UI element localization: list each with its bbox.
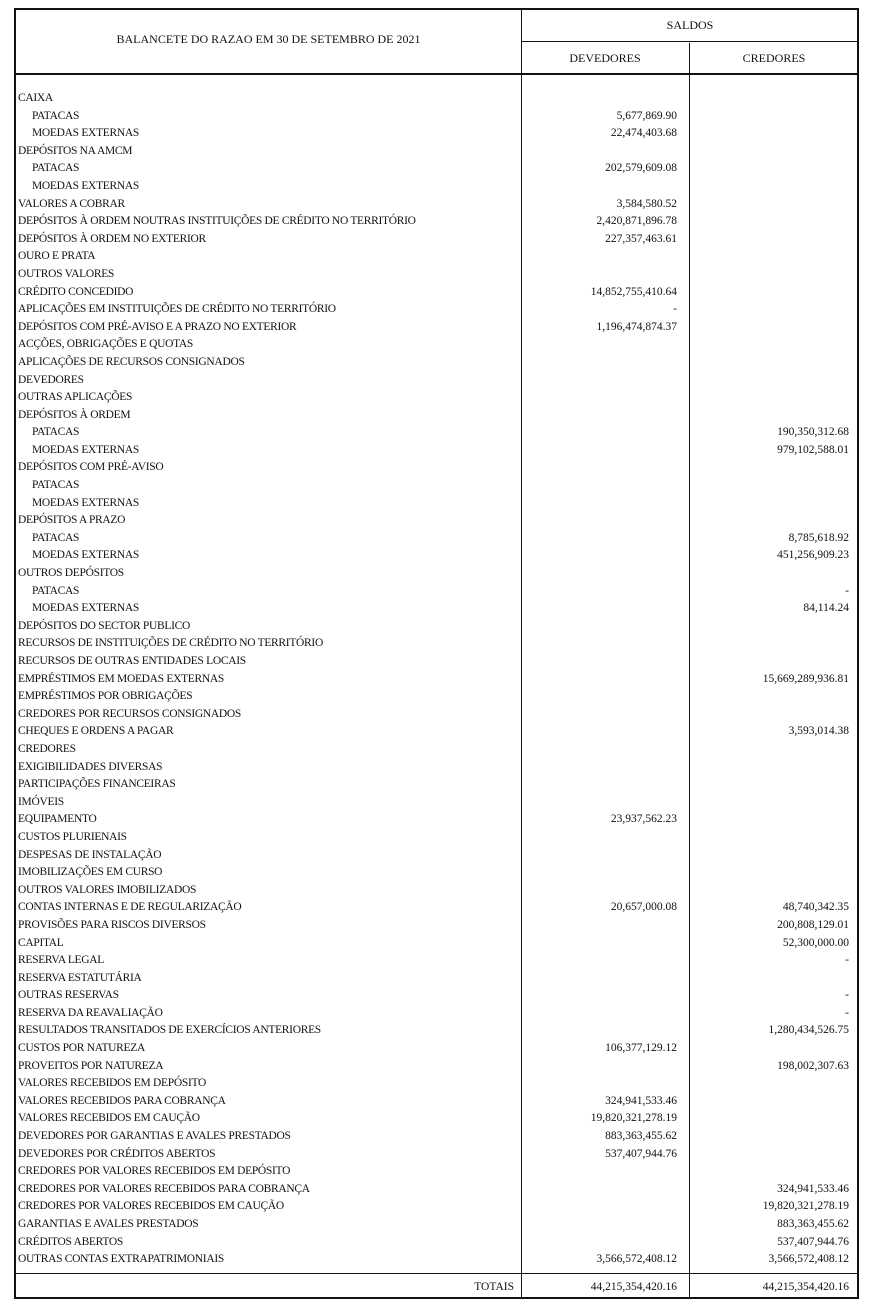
- credores-value: 8,785,618.92: [788, 531, 849, 544]
- credores-value: -: [845, 954, 849, 967]
- devedores-value: 537,407,944.76: [605, 1147, 677, 1160]
- account-label: CREDORES POR RECURSOS CONSIGNADOS: [18, 707, 242, 720]
- account-label: OUTROS VALORES IMOBILIZADOS: [18, 883, 197, 896]
- account-label: PATACAS: [32, 584, 80, 597]
- account-label: CREDORES: [18, 742, 76, 755]
- account-label: OUTROS VALORES: [18, 267, 115, 280]
- table-row: [16, 547, 857, 565]
- table-row: [16, 231, 857, 249]
- devedores-value: -: [673, 303, 677, 316]
- credores-value: 190,350,312.68: [777, 426, 849, 439]
- table-row: [16, 108, 857, 126]
- account-label: PROVISÕES PARA RISCOS DIVERSOS: [18, 918, 206, 931]
- devedores-value: 324,941,533.46: [605, 1094, 677, 1107]
- table-row: [16, 600, 857, 618]
- account-label: OUTRAS CONTAS EXTRAPATRIMONIAIS: [18, 1253, 224, 1266]
- table-row: [16, 1251, 857, 1269]
- account-label: DEPÓSITOS À ORDEM: [18, 408, 131, 421]
- account-label: MOEDAS EXTERNAS: [32, 179, 139, 192]
- account-label: APLICAÇÕES DE RECURSOS CONSIGNADOS: [18, 355, 245, 368]
- table-row: [16, 987, 857, 1005]
- table-row: [16, 847, 857, 865]
- account-label: VALORES RECEBIDOS EM CAUÇÃO: [18, 1112, 200, 1125]
- table-row: [16, 1128, 857, 1146]
- account-label: EQUIPAMENTO: [18, 813, 97, 826]
- credores-value: -: [845, 989, 849, 1002]
- table-row: [16, 495, 857, 513]
- account-label: RECURSOS DE INSTITUIÇÕES DE CRÉDITO NO TERRITÓRIO: [18, 637, 323, 650]
- account-label: OUTRAS RESERVAS: [18, 989, 119, 1002]
- devedores-header: DEVEDORES: [569, 51, 641, 65]
- account-label: CUSTOS PLURIENAIS: [18, 830, 127, 843]
- table-row: [16, 477, 857, 495]
- table-row: [16, 530, 857, 548]
- table-row: [16, 213, 857, 231]
- credores-value: 324,941,533.46: [777, 1182, 849, 1195]
- devedores-value: 227,357,463.61: [605, 232, 677, 245]
- account-label: OUTRAS APLICAÇÕES: [18, 391, 133, 404]
- account-label: RESERVA ESTATUTÁRIA: [18, 971, 142, 984]
- account-label: APLICAÇÕES EM INSTITUIÇÕES DE CRÉDITO NO TERRITÓRIO: [18, 303, 336, 316]
- table-row: [16, 1181, 857, 1199]
- account-label: DEPÓSITOS COM PRÉ-AVISO: [18, 461, 164, 474]
- credores-value: 451,256,909.23: [777, 549, 849, 562]
- table-row: [16, 1022, 857, 1040]
- header-bottom-divider: [16, 73, 857, 75]
- credores-value: -: [845, 584, 849, 597]
- table-row: [16, 512, 857, 530]
- account-label: OURO E PRATA: [18, 250, 96, 263]
- table-row: [16, 741, 857, 759]
- account-label: EMPRÉSTIMOS POR OBRIGAÇÕES: [18, 690, 193, 703]
- totals-devedores: 44,215,354,420.16: [590, 1281, 677, 1293]
- account-label: DEPÓSITOS À ORDEM NOUTRAS INSTITUIÇÕES DE CRÉDITO NO TERRITÓRIO: [18, 215, 416, 228]
- table-row: [16, 653, 857, 671]
- account-label: CAPITAL: [18, 936, 64, 949]
- table-row: [16, 917, 857, 935]
- account-label: PATACAS: [32, 531, 80, 544]
- table-row: [16, 125, 857, 143]
- account-label: CUSTOS POR NATUREZA: [18, 1042, 145, 1055]
- table-row: [16, 336, 857, 354]
- table-row: [16, 459, 857, 477]
- devedores-value: 14,852,755,410.64: [590, 285, 677, 298]
- account-label: VALORES RECEBIDOS PARA COBRANÇA: [18, 1094, 226, 1107]
- account-label: DEPÓSITOS À ORDEM NO EXTERIOR: [18, 232, 206, 245]
- account-label: DEVEDORES POR GARANTIAS E AVALES PRESTADOS: [18, 1130, 291, 1143]
- table-row: [16, 372, 857, 390]
- devedores-value: 1,196,474,874.37: [596, 320, 677, 333]
- table-row: [16, 442, 857, 460]
- table-row: [16, 319, 857, 337]
- credores-value: 3,566,572,408.12: [768, 1253, 849, 1266]
- account-label: OUTROS DEPÓSITOS: [18, 567, 124, 580]
- header-divider: [521, 41, 857, 42]
- table-row: [16, 829, 857, 847]
- credores-value: 979,102,588.01: [777, 443, 849, 456]
- table-row: [16, 723, 857, 741]
- devedores-value: 202,579,609.08: [605, 162, 677, 175]
- account-label: MOEDAS EXTERNAS: [32, 496, 139, 509]
- account-label: VALORES RECEBIDOS EM DEPÓSITO: [18, 1077, 206, 1090]
- account-label: DEPÓSITOS NA AMCM: [18, 144, 133, 157]
- table-row: [16, 688, 857, 706]
- credores-value: 48,740,342.35: [782, 901, 849, 914]
- account-label: CREDORES POR VALORES RECEBIDOS PARA COBRANÇA: [18, 1182, 310, 1195]
- totals-credores: 44,215,354,420.16: [762, 1281, 849, 1293]
- page-title: BALANCETE DO RAZAO EM 30 DE SETEMBRO DE 2021: [116, 32, 421, 46]
- credores-value: 52,300,000.00: [782, 936, 849, 949]
- totals-row: [16, 1276, 857, 1299]
- table-row: [16, 160, 857, 178]
- devedores-value: 20,657,000.08: [610, 901, 677, 914]
- table-row: [16, 565, 857, 583]
- account-label: IMOBILIZAÇÕES EM CURSO: [18, 866, 163, 879]
- account-label: GARANTIAS E AVALES PRESTADOS: [18, 1218, 199, 1230]
- table-row: [16, 301, 857, 319]
- credores-value: 15,669,289,936.81: [762, 672, 849, 685]
- table-row: [16, 1075, 857, 1093]
- account-label: CREDORES POR VALORES RECEBIDOS EM DEPÓSITO: [18, 1165, 291, 1178]
- table-row: [16, 952, 857, 970]
- credores-value: 537,407,944.76: [777, 1235, 849, 1248]
- table-row: [16, 970, 857, 988]
- table-row: [16, 671, 857, 689]
- table-row: [16, 1198, 857, 1216]
- credores-value: 3,593,014.38: [788, 725, 849, 738]
- table-row: [16, 759, 857, 777]
- table-row: [16, 618, 857, 636]
- account-label: CREDORES POR VALORES RECEBIDOS EM CAUÇÃO: [18, 1200, 284, 1213]
- credores-value: 883,363,455.62: [777, 1218, 849, 1230]
- table-row: [16, 143, 857, 161]
- credores-value: 1,280,434,526.75: [768, 1024, 849, 1037]
- table-row: [16, 864, 857, 882]
- account-label: DEPÓSITOS A PRAZO: [18, 514, 126, 527]
- table-row: [16, 1093, 857, 1111]
- table-row: [16, 266, 857, 284]
- account-label: RESERVA DA REAVALIAÇÃO: [18, 1006, 163, 1019]
- account-label: EMPRÉSTIMOS EM MOEDAS EXTERNAS: [18, 672, 225, 685]
- table-row: [16, 811, 857, 829]
- account-label: PATACAS: [32, 426, 80, 439]
- table-row: [16, 1005, 857, 1023]
- devedores-value: 2,420,871,896.78: [596, 215, 677, 228]
- saldos-header: SALDOS: [666, 18, 714, 32]
- table-row: [16, 178, 857, 196]
- account-label: DEPÓSITOS DO SECTOR PUBLICO: [18, 619, 190, 632]
- account-label: CONTAS INTERNAS E DE REGULARIZAÇÃO: [18, 901, 242, 914]
- devedores-value: 22,474,403.68: [610, 127, 677, 140]
- account-label: CHEQUES E ORDENS A PAGAR: [18, 725, 174, 738]
- account-label: DESPESAS DE INSTALAÇÃO: [18, 848, 162, 861]
- table-row: [16, 935, 857, 953]
- account-label: RESULTADOS TRANSITADOS DE EXERCÍCIOS ANTERIORES: [18, 1024, 321, 1037]
- account-label: MOEDAS EXTERNAS: [32, 602, 139, 615]
- table-row: [16, 354, 857, 372]
- account-label: CAIXA: [18, 92, 53, 104]
- account-label: PROVEITOS POR NATUREZA: [18, 1059, 164, 1072]
- account-label: PARTICIPAÇÕES FINANCEIRAS: [18, 778, 176, 791]
- table-row: [16, 899, 857, 917]
- account-label: PATACAS: [32, 479, 80, 492]
- table-row: [16, 1163, 857, 1181]
- table-row: [16, 794, 857, 812]
- account-label: DEVEDORES POR CRÉDITOS ABERTOS: [18, 1147, 216, 1160]
- credores-value: 19,820,321,278.19: [762, 1200, 849, 1213]
- table-row: [16, 1058, 857, 1076]
- table-row: [16, 90, 857, 108]
- table-row: [16, 706, 857, 724]
- totals-label: TOTAIS: [474, 1281, 514, 1293]
- table-row: [16, 196, 857, 214]
- account-label: CRÉDITO CONCEDIDO: [18, 285, 134, 298]
- account-label: VALORES A COBRAR: [18, 197, 125, 210]
- account-label: DEPÓSITOS COM PRÉ-AVISO E A PRAZO NO EXTERIOR: [18, 320, 297, 333]
- credores-value: -: [845, 1006, 849, 1019]
- devedores-value: 883,363,455.62: [605, 1130, 677, 1143]
- table-row: [16, 1234, 857, 1252]
- devedores-value: 106,377,129.12: [605, 1042, 677, 1055]
- table-row: [16, 424, 857, 442]
- account-label: PATACAS: [32, 109, 80, 122]
- devedores-value: 3,584,580.52: [616, 197, 677, 210]
- table-row: [16, 407, 857, 425]
- devedores-value: 5,677,869.90: [616, 109, 677, 122]
- table-row: [16, 284, 857, 302]
- table-row: [16, 583, 857, 601]
- account-label: EXIGIBILIDADES DIVERSAS: [18, 760, 163, 773]
- credores-value: 200,808,129.01: [777, 918, 849, 931]
- account-rows: [16, 90, 857, 1269]
- table-row: [16, 1040, 857, 1058]
- account-label: ACÇÕES, OBRIGAÇÕES E QUOTAS: [18, 338, 193, 351]
- table-row: [16, 389, 857, 407]
- devedores-value: 3,566,572,408.12: [596, 1253, 677, 1266]
- account-label: MOEDAS EXTERNAS: [32, 127, 139, 140]
- totals-divider: [16, 1273, 857, 1274]
- account-label: DEVEDORES: [18, 373, 84, 386]
- table-row: [16, 1146, 857, 1164]
- balance-sheet-table: [14, 8, 859, 1299]
- account-label: IMÓVEIS: [18, 795, 64, 808]
- account-label: MOEDAS EXTERNAS: [32, 443, 139, 456]
- table-row: [16, 635, 857, 653]
- account-label: RESERVA LEGAL: [18, 954, 105, 967]
- account-label: CRÉDITOS ABERTOS: [18, 1235, 123, 1248]
- table-row: [16, 1216, 857, 1234]
- table-row: [16, 1110, 857, 1128]
- table-row: [16, 882, 857, 900]
- account-label: PATACAS: [32, 162, 80, 175]
- account-label: MOEDAS EXTERNAS: [32, 549, 139, 562]
- credores-value: 84,114.24: [803, 602, 849, 615]
- credores-value: 198,002,307.63: [777, 1059, 849, 1072]
- devedores-value: 23,937,562.23: [610, 813, 677, 826]
- account-label: RECURSOS DE OUTRAS ENTIDADES LOCAIS: [18, 655, 246, 667]
- table-row: [16, 776, 857, 794]
- devedores-value: 19,820,321,278.19: [590, 1112, 677, 1125]
- table-row: [16, 248, 857, 266]
- credores-header: CREDORES: [742, 51, 806, 65]
